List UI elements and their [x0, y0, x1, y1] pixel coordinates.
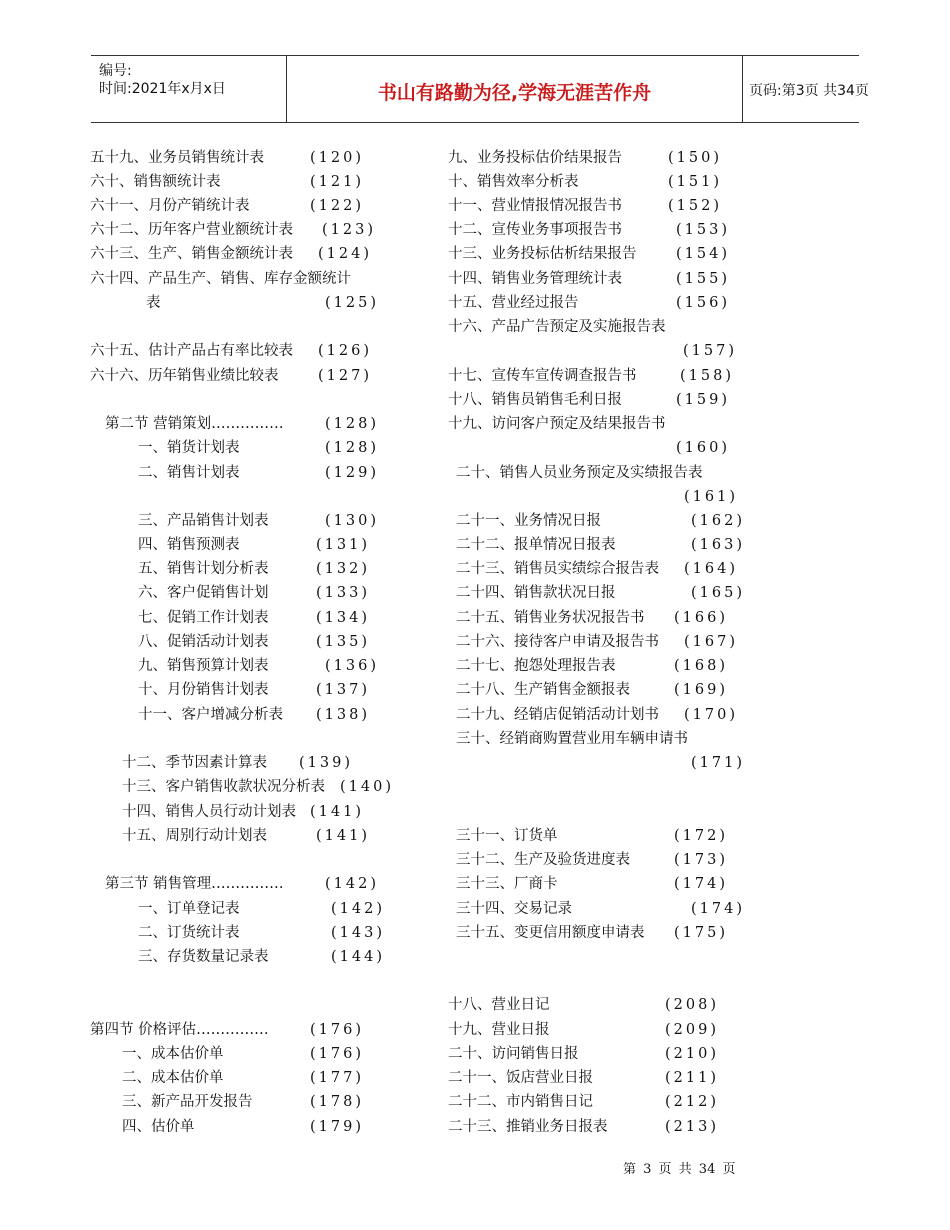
entry-title: 十四、销售业务管理统计表	[448, 271, 622, 287]
page-number: (211)	[665, 1070, 719, 1086]
entry-title: 十六、产品广告预定及实施报告表	[448, 319, 666, 335]
toc-entry	[138, 633, 370, 651]
toc-entry	[448, 996, 719, 1014]
toc-entry	[138, 681, 370, 699]
toc-entry	[90, 367, 372, 385]
entry-title: 十一、客户增减分析表	[138, 707, 283, 723]
page-number: (120)	[310, 150, 364, 166]
entry-title: 十八、销售员销售毛利日报	[448, 392, 622, 408]
entry-title: 六十三、生产、销售金额统计表	[90, 246, 293, 262]
toc-entry	[448, 1118, 719, 1136]
entry-title: 二十九、经销店促销活动计划书	[456, 707, 659, 723]
page-number: (144)	[331, 949, 385, 965]
page-number: (208)	[665, 997, 719, 1013]
toc-entry	[456, 851, 728, 869]
toc-entry	[448, 318, 666, 336]
toc-entry	[90, 245, 372, 263]
entry-title: 二、销售计划表	[138, 465, 240, 481]
toc-entry	[456, 609, 728, 627]
page-number: (176)	[310, 1022, 364, 1038]
page-number: (154)	[676, 246, 730, 262]
page-number: (142)	[325, 876, 379, 892]
toc-entry	[448, 367, 734, 385]
section-heading	[105, 415, 379, 433]
entry-title: 十九、访问客户预定及结果报告书	[448, 416, 666, 432]
toc-entry	[122, 1118, 364, 1136]
page-number: (128)	[325, 416, 379, 432]
page-number: (135)	[316, 634, 370, 650]
entry-title: 十二、季节因素计算表	[122, 755, 267, 771]
motto: 书山有路勤为径,学海无涯苦作舟	[377, 82, 652, 104]
page-number: (166)	[674, 610, 728, 626]
page-number: (132)	[316, 561, 370, 577]
toc-entry	[138, 584, 370, 602]
toc-entry	[448, 1021, 719, 1039]
entry-title: 七、促销工作计划表	[138, 610, 269, 626]
page-number: (138)	[316, 707, 370, 723]
entry-title: 十一、营业情报情况报告书	[448, 198, 622, 214]
toc-entry	[456, 657, 728, 675]
entry-title: 二十三、销售员实绩综合报告表	[456, 561, 659, 577]
toc-entry	[90, 270, 351, 288]
entry-title: 二十二、市内销售日记	[448, 1094, 593, 1110]
entry-title: 一、订单登记表	[138, 901, 240, 917]
toc-entry	[138, 948, 385, 966]
entry-title: 第四节 价格评估……………	[90, 1022, 269, 1038]
toc-entry	[138, 439, 379, 457]
page-number: (162)	[691, 513, 745, 529]
entry-title: 第二节 营销策划……………	[105, 416, 284, 432]
toc-entry	[456, 706, 738, 724]
page-number: (172)	[674, 828, 728, 844]
page-number: (130)	[325, 513, 379, 529]
toc-entry	[448, 149, 722, 167]
page-number: (139)	[299, 755, 353, 771]
toc-entry	[90, 149, 364, 167]
entry-title: 五、销售计划分析表	[138, 561, 269, 577]
page-number: (142)	[331, 901, 385, 917]
page-number: (174)	[674, 876, 728, 892]
header-motto-cell	[286, 56, 743, 122]
page-number: (158)	[680, 368, 734, 384]
page-number: (174)	[691, 901, 745, 917]
toc-entry	[122, 1069, 364, 1087]
toc-entry	[138, 924, 385, 942]
toc-entry	[90, 197, 364, 215]
page-number: (161)	[684, 489, 738, 505]
entry-title: 六十六、历年销售业绩比较表	[90, 368, 279, 384]
entry-title: 二十一、饭店营业日报	[448, 1070, 593, 1086]
entry-title: 十三、客户销售收款状况分析表	[122, 779, 325, 795]
page-number: (129)	[325, 465, 379, 481]
page-number: (124)	[318, 246, 372, 262]
entry-title: 十七、宣传车宣传调查报告书	[448, 368, 637, 384]
page-number: (165)	[691, 585, 745, 601]
entry-title: 六、客户促销售计划	[138, 585, 269, 601]
entry-title: 二十五、销售业务状况报告书	[456, 610, 645, 626]
toc-entry	[146, 294, 379, 312]
page-number: (126)	[318, 343, 372, 359]
page-number: (177)	[310, 1070, 364, 1086]
toc-entry	[122, 778, 394, 796]
page-number: (167)	[684, 634, 738, 650]
entry-title: 三十三、厂商卡	[456, 876, 558, 892]
toc-entry	[456, 827, 728, 845]
page-number: (157)	[683, 343, 737, 359]
page-number: (173)	[674, 852, 728, 868]
toc-entry	[456, 875, 728, 893]
entry-title: 二十三、推销业务日报表	[448, 1119, 608, 1135]
page-number: (163)	[691, 537, 745, 553]
toc-entry	[138, 536, 370, 554]
page-info: 页码:第3页 共34页	[749, 83, 869, 99]
toc-entry	[456, 900, 745, 918]
entry-title: 二十四、销售款状况日报	[456, 585, 616, 601]
page-number: (151)	[668, 174, 722, 190]
page-number: (150)	[668, 150, 722, 166]
toc-entry	[448, 391, 730, 409]
page-number: (128)	[325, 440, 379, 456]
toc-entry	[448, 197, 722, 215]
toc-entry	[456, 924, 728, 942]
number-label: 编号:	[99, 63, 132, 79]
page-number: (212)	[665, 1094, 719, 1110]
toc-entry	[448, 245, 730, 263]
toc-entry	[448, 1069, 719, 1087]
toc-entry	[138, 512, 379, 530]
section-heading	[90, 1021, 364, 1039]
toc-entry	[122, 1045, 364, 1063]
toc-entry	[90, 173, 364, 191]
toc-entry	[138, 900, 385, 918]
entry-title: 一、成本估价单	[122, 1046, 224, 1062]
page-number: (169)	[674, 682, 728, 698]
page-number: (175)	[674, 925, 728, 941]
section-heading	[105, 875, 379, 893]
page-number: (123)	[322, 222, 376, 238]
entry-title: 四、销售预测表	[138, 537, 240, 553]
page-number: (140)	[340, 779, 394, 795]
toc-entry	[456, 681, 728, 699]
toc-entry	[456, 512, 745, 530]
page-number: (153)	[676, 222, 730, 238]
toc-entry	[448, 173, 722, 191]
page-header	[91, 55, 869, 123]
page-number: (131)	[316, 537, 370, 553]
entry-title: 六十二、历年客户营业额统计表	[90, 222, 293, 238]
time-label: 时间:2021年x月x日	[99, 81, 226, 97]
page-number: (141)	[316, 828, 370, 844]
entry-title: 十四、销售人员行动计划表	[122, 804, 296, 820]
entry-title: 九、业务投标估价结果报告	[448, 150, 622, 166]
entry-title: 十、销售效率分析表	[448, 174, 579, 190]
entry-title: 十二、宣传业务事项报告书	[448, 222, 622, 238]
entry-title: 三十五、变更信用额度申请表	[456, 925, 645, 941]
entry-title: 二十、访问销售日报	[448, 1046, 579, 1062]
entry-title: 六十五、估计产品占有率比较表	[90, 343, 293, 359]
page-number: (176)	[310, 1046, 364, 1062]
page-number: (133)	[316, 585, 370, 601]
entry-title: 三十一、订货单	[456, 828, 558, 844]
toc-entry	[90, 221, 376, 239]
toc-entry	[448, 1045, 719, 1063]
toc-entry	[122, 1093, 364, 1111]
entry-title: 三、存货数量记录表	[138, 949, 269, 965]
page-number: (125)	[325, 295, 379, 311]
page-number: (155)	[676, 271, 730, 287]
toc-entry	[448, 270, 730, 288]
entry-title: 二十七、抱怨处理报告表	[456, 658, 616, 674]
entry-title: 三、新产品开发报告	[122, 1094, 253, 1110]
header-info-cell	[91, 56, 286, 122]
page-number: (159)	[676, 392, 730, 408]
page-number: (209)	[665, 1022, 719, 1038]
entry-title: 二十、销售人员业务预定及实绩报告表	[456, 465, 703, 481]
page-number: (171)	[691, 755, 745, 771]
toc-entry	[456, 536, 745, 554]
entry-title: 一、销货计划表	[138, 440, 240, 456]
entry-title: 四、估价单	[122, 1119, 195, 1135]
page-number: (179)	[310, 1119, 364, 1135]
page-number: (143)	[331, 925, 385, 941]
entry-title: 十五、周别行动计划表	[122, 828, 267, 844]
entry-title: 八、促销活动计划表	[138, 634, 269, 650]
entry-title: 三十四、交易记录	[456, 901, 572, 917]
toc-entry	[138, 706, 370, 724]
entry-title: 五十九、业务员销售统计表	[90, 150, 264, 166]
toc-entry	[122, 827, 370, 845]
toc-entry	[448, 415, 666, 433]
page-number: (127)	[318, 368, 372, 384]
entry-title: 十八、营业日记	[448, 997, 550, 1013]
toc-entry	[456, 633, 738, 651]
entry-title: 第三节 销售管理……………	[105, 876, 284, 892]
page-number: (160)	[676, 440, 730, 456]
entry-title: 九、销售预算计划表	[138, 658, 269, 674]
toc-entry	[138, 657, 379, 675]
page-footer: 第 3 页 共 34 页	[623, 1162, 736, 1177]
page-number: (137)	[316, 682, 370, 698]
toc-entry	[138, 609, 370, 627]
toc-entry	[456, 730, 688, 748]
entry-title: 十、月份销售计划表	[138, 682, 269, 698]
toc-entry	[138, 464, 379, 482]
page-number: (168)	[674, 658, 728, 674]
page-number: (178)	[310, 1094, 364, 1110]
page-number: (121)	[310, 174, 364, 190]
toc-entry	[448, 221, 730, 239]
page-number: (134)	[316, 610, 370, 626]
page-number: (213)	[665, 1119, 719, 1135]
page-number: (210)	[665, 1046, 719, 1062]
entry-title: 二十八、生产销售金额报表	[456, 682, 630, 698]
entry-title: 三十二、生产及验货进度表	[456, 852, 630, 868]
entry-title: 表	[146, 295, 161, 311]
page-number: (152)	[668, 198, 722, 214]
entry-title: 二十六、接待客户申请及报告书	[456, 634, 659, 650]
toc-entry	[456, 560, 738, 578]
page-number: (170)	[684, 707, 738, 723]
header-page-cell	[741, 56, 869, 122]
toc-entry	[448, 1093, 719, 1111]
toc-entry	[90, 342, 372, 360]
entry-title: 二、订货统计表	[138, 925, 240, 941]
entry-title: 六十、销售额统计表	[90, 174, 221, 190]
page-number: (136)	[325, 658, 379, 674]
entry-title: 二十一、业务情况日报	[456, 513, 601, 529]
entry-title: 二、成本估价单	[122, 1070, 224, 1086]
entry-title: 十五、营业经过报告	[448, 295, 579, 311]
toc-entry	[448, 294, 730, 312]
toc-entry	[122, 803, 364, 821]
entry-title: 六十一、月份产销统计表	[90, 198, 250, 214]
entry-title: 二十二、报单情况日报表	[456, 537, 616, 553]
entry-title: 十九、营业日报	[448, 1022, 550, 1038]
toc-entry	[456, 464, 703, 482]
toc-entry	[456, 584, 745, 602]
entry-title: 十三、业务投标估析结果报告	[448, 246, 637, 262]
entry-title: 三十、经销商购置营业用车辆申请书	[456, 731, 688, 747]
entry-title: 六十四、产品生产、销售、库存金额统计	[90, 271, 351, 287]
page-number: (156)	[676, 295, 730, 311]
toc-entry	[138, 560, 370, 578]
page-number: (122)	[310, 198, 364, 214]
page-number: (164)	[684, 561, 738, 577]
page-number: (141)	[310, 804, 364, 820]
toc-entry	[122, 754, 353, 772]
entry-title: 三、产品销售计划表	[138, 513, 269, 529]
